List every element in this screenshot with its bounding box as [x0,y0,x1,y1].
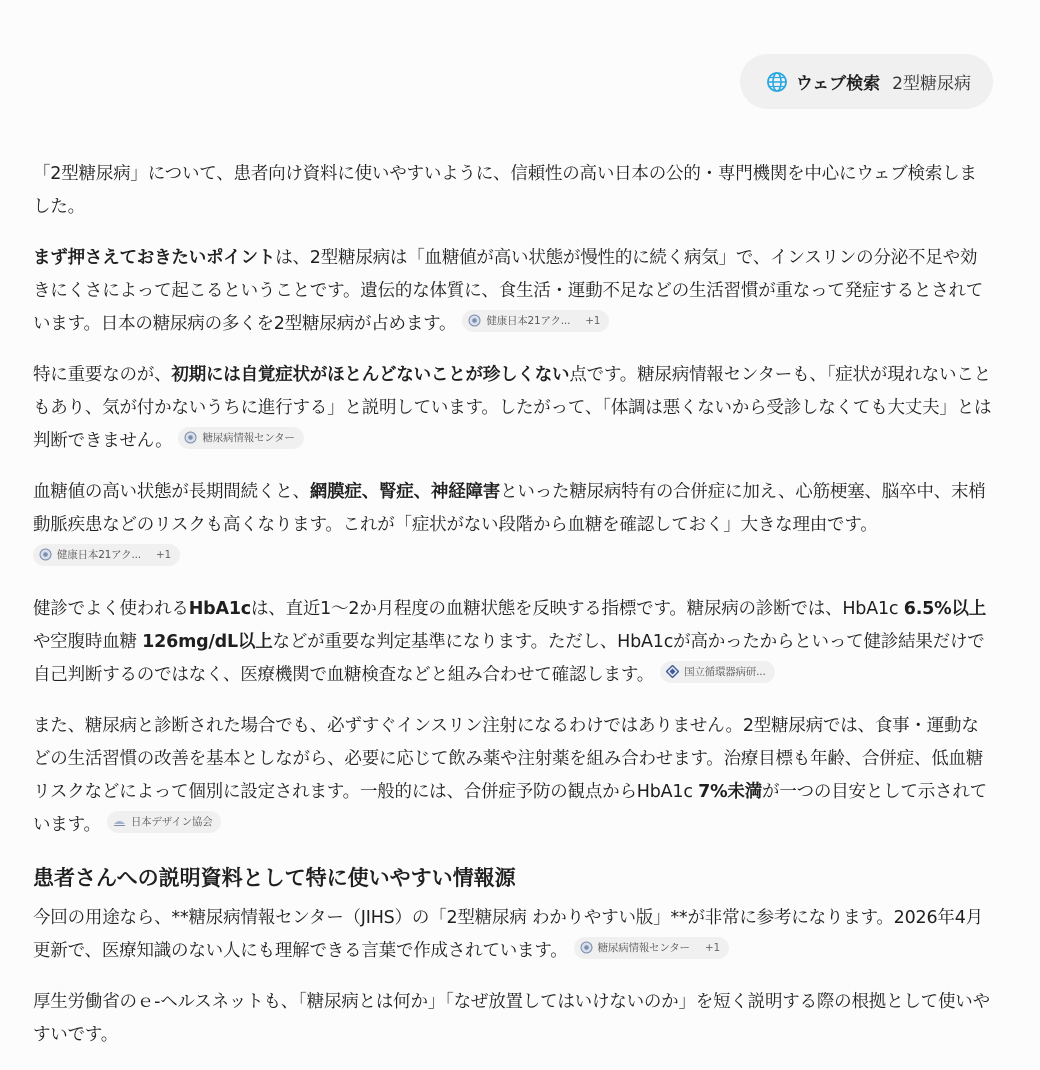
source-chip[interactable] [574,937,729,959]
source-chip[interactable] [33,544,180,566]
source-globe-icon [184,431,197,444]
source-chip-label: 日本デザイン協会 [130,815,213,828]
paragraph-intro: 「2型糖尿病」について、患者向け資料に使いやすいように、信頼性の高い日本の公的・専門機関を中心にウェブ検索しました。 [33,164,977,217]
source-chip[interactable] [107,811,222,833]
source-chip-label: 国立循環器病研... [684,665,766,678]
paragraph-key-point: まず押さえておきたいポイントは、2型糖尿病は「血糖値が高い状態が慢性的に続く病気」で、インスリンの分泌不足や効きにくさによって起こるということです。遺伝的な体質に、食生活・運動不足などの生活習慣が重なって発症するとされています。日本の糖尿病の多くを2型糖尿病が占めます。 健康日本21アク... +1 [33,248,984,334]
paragraph-complications: 血糖値の高い状態が長期間続くと、網膜症、腎症、神経障害といった糖尿病特有の合併症に加え、心筋梗塞、脳卒中、末梢動脈疾患などのリスクも高くなります。これが「症状がない段階から血糖を確認しておく」大きな理由です。 健康日本21アク... +1 [33,476,993,575]
web-search-pill[interactable] [740,54,993,109]
globe-icon [766,71,788,93]
source-diamond-icon [666,665,679,678]
source-chip-label: 健康日本21アク... [486,314,571,327]
web-search-query: 2型糖尿病 [892,74,971,94]
source-chip-label: 健康日本21アク... [57,548,141,561]
section-heading: 患者さんへの説明資料として特に使いやすい情報源 [33,866,516,890]
source-chip-label: 糖尿病情報センター [202,431,295,444]
paragraph-ehealthnet: 厚生労働省のｅ-ヘルスネットも、「糖尿病とは何か」「なぜ放置してはいけないのか」を短く説明する際の根拠として使いやすいです。 [33,992,990,1045]
source-chip[interactable] [178,427,303,449]
source-chip-label: 糖尿病情報センター [597,941,690,954]
paragraph-recommended-source: 今回の用途なら、**糖尿病情報センター（JIHS）の「2型糖尿病 わかりやすい版」**が非常に参考になります。2026年4月更新で、医療知識のない人にも理解できる言葉で作成されています。 糖尿病情報センター +1 [33,908,983,961]
paragraph-hba1c: 健診でよく使われるHbA1cは、直近1〜2か月程度の血糖状態を反映する指標です。糖尿病の診断では、HbA1c 6.5%以上や空腹時血糖 126mg/dL以上などが重要な判定基準になります。ただし、HbA1cが高かったからといって健診結果だけで自己判断するのではなく、医療機関で血糖検査などと組み合わせて確認します。 国立循環器病研... [33,599,987,685]
source-chip-count: +1 [704,941,720,954]
paragraph-symptoms: 特に重要なのが、初期には自覚症状がほとんどないことが珍しくない点です。糖尿病情報センターも、「症状が現れないこともあり、気が付かないうちに進行する」と説明しています。したがって、「体調は悪くないから受診しなくても大丈夫」とは判断できません。 糖尿病情報センター [33,365,992,451]
source-logo-icon [113,815,126,828]
source-globe-icon [39,548,52,561]
source-chip[interactable] [462,310,609,332]
response-body [33,158,993,1070]
source-globe-icon [580,941,593,954]
paragraph-treatment: また、糖尿病と診断された場合でも、必ずすぐインスリン注射になるわけではありません。2型糖尿病では、食事・運動などの生活習慣の改善を基本としながら、必要に応じて飲み薬や注射薬を組み合わせます。治療目標も年齢、合併症、低血糖リスクなどによって個別に設定されます。一般的には、合併症予防の観点からHbA1c 7%未満が一つの目安として示されています。 日本デザイン協会 [33,716,987,835]
source-chip[interactable] [660,661,775,683]
source-chip-count: +1 [585,314,601,327]
source-globe-icon [468,314,481,327]
web-search-label: ウェブ検索 [795,74,881,94]
source-chip-count: +1 [155,548,171,561]
